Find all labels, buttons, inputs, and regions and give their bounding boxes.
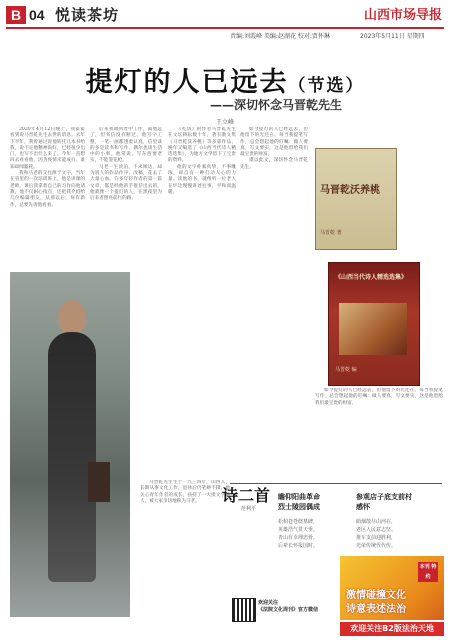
paragraph: 谨以此文，深切怀念马晋乾先生。 — [240, 158, 308, 170]
photo-figure-body — [48, 332, 96, 582]
article-author: 王立峰 — [215, 119, 234, 126]
poem-line: 推车支前迎胜利， — [356, 535, 397, 541]
poem-line: 光荣传统代代传。 — [356, 543, 397, 549]
promo-banner[interactable] — [340, 556, 444, 620]
qr-code-icon[interactable] — [232, 598, 256, 622]
paragraph: 他的文字朴素真挚，不事雕琢，却自有一种打动人心的力量。读他的书，就像听一位老人在炉边慢慢讲述往事，平和而温暖。 — [168, 164, 236, 195]
book-1-subtitle: 马晋乾 著 — [320, 230, 342, 236]
article-column-5 — [140, 480, 230, 630]
paragraph: 如今提灯的人已经远去，但他留下的光还在。每当我提笔写作，总会想起他的叮嘱：做人要真，写文要实。这是他留给我们最宝贵的财富。 — [240, 127, 308, 158]
article-column-1 — [10, 127, 85, 267]
paragraph: 如今提灯的人已经远去，但他留下的光还在。每当我提笔写作，总会想起他的叮嘱：做人要真，写文要实。这是他留给我们最宝贵的财富。 — [315, 388, 443, 406]
paragraph: 后来我调到晋中工作，离他远了，但书信没有断过。他写字工整，一笔一画都透着认真，信里谈的多是读书和写作，偶尔也谈生活中的小事。他常说，写东西要老实，不能耍花枪。 — [90, 127, 162, 164]
poem-1-title: 瞻仰阳曲革命烈士陵园偶成 — [278, 493, 320, 511]
poem-line: 青山有幸埋忠骨， — [278, 535, 319, 541]
book-cover-2 — [328, 262, 420, 386]
poem-heading: 诗二首 — [222, 486, 271, 505]
article-subtitle: ——深切怀念马晋乾先生 — [210, 98, 343, 112]
book-2-title: 《山西当代诗人精选选集》 — [335, 274, 408, 281]
ad-line-2: 诗意表述法治 — [346, 604, 406, 615]
poem-line: 英雄浩气贯天垂。 — [278, 527, 319, 533]
ad-line-1: 激情碰撞文化 — [346, 590, 406, 601]
book-2-illustration — [339, 303, 407, 355]
paragraph: 马晋乾先生生于一九三四年，山西人，长期从事文化工作，退休后仍笔耕不辍。他关心青年作者的成长，扶持了一大批文学新人，被大家亲切地称为马老。 — [140, 480, 230, 504]
editor-credits: 责编:刘霞峰 美编:赵湖花 校对:贾怀琳 — [230, 33, 330, 40]
header-divider — [6, 27, 444, 29]
paragraph: 我和马老的交往源于文字，当年在省里的一次培训班上，他是讲课的老师，课后我拿着自己的习作向他请教，他不仅耐心指点，还把我介绍给几位编辑朋友。从那以后，每有新作，总要先请他看看。 — [10, 171, 85, 208]
paper-name: 山西市场导报 — [363, 8, 442, 23]
title-main: 提灯的人已远去 — [85, 67, 289, 98]
title-paren: （节选） — [288, 76, 365, 96]
photo-figure-head — [58, 300, 86, 336]
book-1-title: 马晋乾沃养桃 — [320, 185, 380, 196]
poem-2-body — [356, 518, 396, 550]
article-column-6 — [315, 388, 443, 476]
ad-badge: 本刊 特约 — [419, 564, 437, 580]
qr-caption — [258, 600, 318, 614]
page-number: 04 — [29, 7, 45, 23]
poem-line: 松柏苍苍绕墓碑， — [278, 519, 319, 525]
poem-1-body — [278, 518, 318, 550]
qr-line-1: 欢迎关注 — [258, 600, 279, 606]
book-cover-1 — [315, 148, 397, 250]
photo-bag — [88, 462, 110, 502]
paragraph: 《吃饭》的作者马晋乾先生在文坛耕耘数十年，著有散文集《马晋乾沃养桃》等多部作品，晚年又编选了《山西当代诗人精选选集》，为地方文学留下了宝贵的资料。 — [168, 127, 236, 164]
article-title — [0, 60, 450, 99]
poem-2-title: 参观店子底支前村感怀 — [356, 493, 412, 511]
paragraph: 马老一生淡泊，不求闻达，却为别人的作品作序、改稿，花去了大量心血。许多年轻作者的第一篇文章，都是经他的手推荐出去的。他就像一个提灯的人，在黑夜里为后来者照亮前行的路。 — [90, 164, 162, 202]
article-column-3 — [168, 127, 236, 477]
poem-line: 硝烟散尽山河在， — [356, 519, 397, 525]
poem-line: 后辈长怀报国时。 — [278, 543, 319, 549]
poem-line: 老区人民意志坚。 — [356, 527, 397, 533]
paragraph: 2020年4月12日晚上，我霍霍看到说马晋乾先生去世的消息。去年下半年，我曾通过说他转托几本书给我，说不定他精神尚好，已经很少出门，也写不出什么来了。今年一直想回去看看他，因为疫情未能成行，谁知却闻噩耗。 — [10, 127, 85, 170]
article-column-2 — [90, 127, 162, 267]
book-2-subtitle: 马晋乾 编 — [335, 367, 357, 373]
issue-date: 2023年5月11日 星期四 — [360, 33, 425, 40]
article-column-4 — [240, 127, 308, 477]
portrait-photo — [10, 272, 130, 617]
page-badge: B — [6, 6, 26, 24]
poem-author: 范利平 — [241, 506, 257, 512]
qr-line-2: 《法院文化周刊》官方微信 — [258, 607, 319, 613]
footer-banner[interactable]: 欢迎关注B2版法治天地 — [340, 622, 444, 636]
section-title: 悦读茶坊 — [55, 6, 120, 24]
